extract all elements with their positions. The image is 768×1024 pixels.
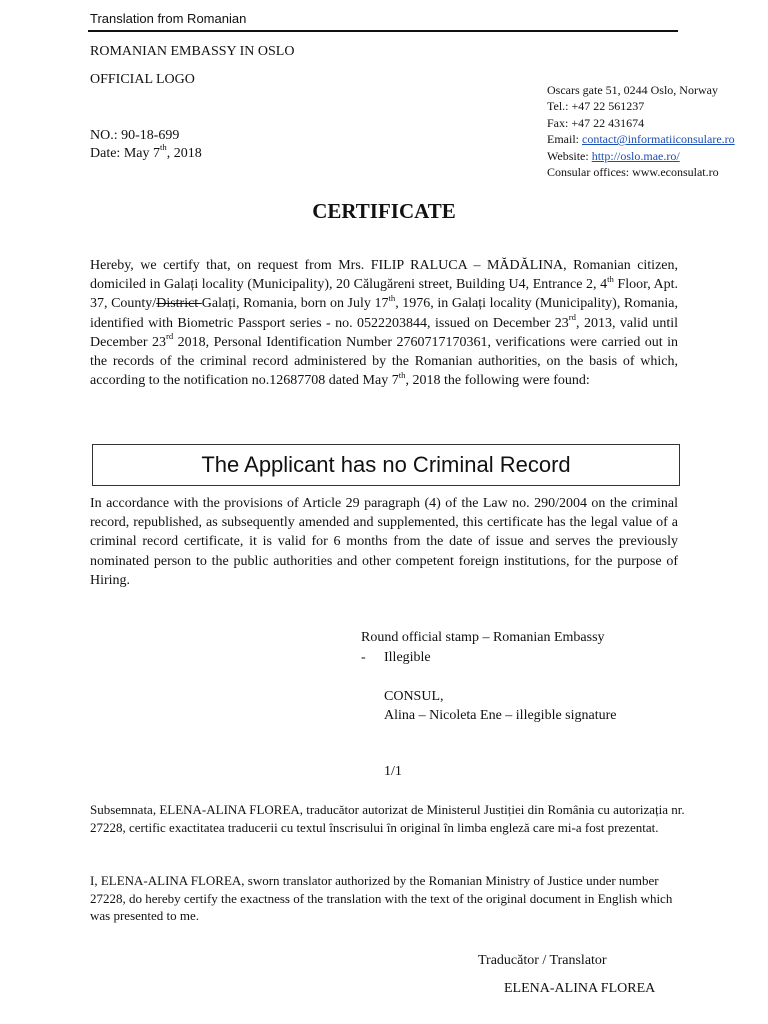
embassy-name: ROMANIAN EMBASSY IN OSLO [90, 44, 295, 59]
consular-offices: Consular offices: www.econsulat.ro [547, 165, 719, 180]
email-link[interactable]: contact@informatiiconsulare.ro [582, 132, 735, 147]
embassy-fax: Fax: +47 22 431674 [547, 115, 645, 130]
header-divider [88, 30, 678, 32]
translator-statement-en: I, ELENA-ALINA FLOREA, sworn translator authorized by the Romanian Ministry of Justice under number 27228, do hereby certify the exactness of the translation with the text of the original document in English which was presented to me. [90, 873, 673, 923]
document-title: CERTIFICATE [312, 199, 456, 223]
legal-paragraph: In accordance with the provisions of Article 29 paragraph (4) of the Law no. 290/2004 on the criminal record, republished, as subsequently amended and supplemented, this certificate has the legal value of a criminal record certificate, it is valid for 6 months from the date of issue and serves the previously nominated person to the public authorities and other competent foreign institutions, for the purpose of Hiring. [90, 496, 678, 588]
reference-block [90, 127, 202, 163]
embassy-email: Email: contact@informatiiconsulare.ro [547, 132, 735, 147]
stamp-description: Round official stamp – Romanian Embassy [361, 630, 605, 645]
translator-signature-title: Traducător / Translator [478, 953, 607, 968]
page-number: 1/1 [384, 764, 402, 779]
embassy-tel: Tel.: +47 22 561237 [547, 99, 645, 114]
embassy-website: Website: http://oslo.mae.ro/ [547, 148, 680, 163]
consul-name: Alina – Nicoleta Ene – illegible signature [384, 708, 617, 723]
reference-date: Date: May 7th, 2018 [90, 142, 202, 161]
result-banner: The Applicant has no Criminal Record [92, 444, 680, 486]
consul-block [384, 687, 616, 725]
certification-paragraph: Hereby, we certify that, on request from Mrs. FILIP RALUCA – MĂDĂLINA, Romanian citizen, domiciled in Galați locality (Municipality), 20 Călugăreni street, Building U4, Entrance 2, 4th Floor, Apt. 37, County/District Galați, Romania, born on July 17th, 1976, in Galați locality (Municipality), Romania, identified with Biometric Passport series - no. 0522203844, issued on December 23rd, 2013, valid until December 23rd 2018, Personal Identification Number 2760717170361, verifications were carried out in the records of the criminal record administered by the Romanian authorities, on the basis of which, according to the notification no.12687708 dated May 7th, 2018 the following were found: [90, 258, 678, 389]
stamp-note: - Illegible [361, 650, 431, 665]
struck-text: District [156, 296, 202, 312]
stamp-block [361, 628, 605, 668]
translation-note: Translation from Romanian [90, 11, 247, 26]
website-link[interactable]: http://oslo.mae.ro/ [591, 148, 680, 163]
translator-statement-ro: Subsemnata, ELENA-ALINA FLOREA, traducător autorizat de Ministerul Justiției din România cu autorizația nr. 27228, certific exactitatea traducerii cu textul înscrisului în original în limba engleză care mi-a fost prezentat. [90, 802, 685, 835]
official-logo-label: OFFICIAL LOGO [90, 72, 195, 87]
contact-block [547, 82, 735, 180]
reference-number: NO.: 90-18-699 [90, 128, 180, 143]
consul-title: CONSUL, [384, 689, 444, 704]
embassy-address: Oscars gate 51, 0244 Oslo, Norway [547, 83, 718, 97]
translator-signature-name: ELENA-ALINA FLOREA [504, 981, 656, 996]
